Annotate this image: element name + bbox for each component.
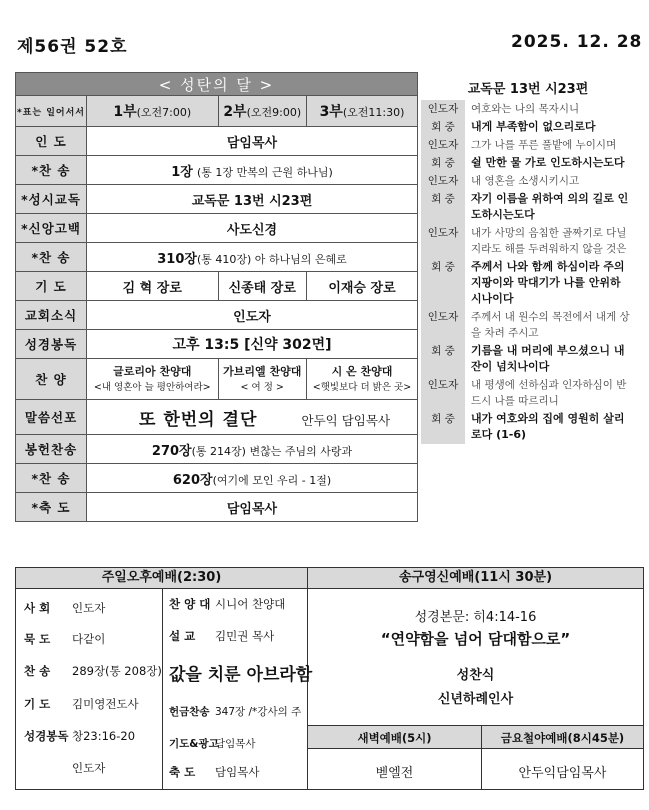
- psalm-line: 인도자 내 평생에 선하심과 인자하심이 반드시 나를 따르리니: [421, 376, 635, 410]
- afternoon-prayer: 기 도 김미영전도사: [24, 697, 139, 711]
- newyear-sermon-title: “연약함을 넘어 담대함으로”: [380, 630, 571, 648]
- psalm-line: 회 중 내게 부족함이 없으리로다: [421, 118, 635, 136]
- row-hymn2: *찬 송 310장(통 410장) 아 하나님의 은혜로: [16, 243, 418, 272]
- row-hymn1: *찬 송 1장 (통 1장 만복의 근원 하나님): [16, 156, 418, 185]
- row-benediction: *축 도 담임목사: [16, 493, 418, 522]
- afternoon-silent-prayer: 묵 도 다같이: [24, 632, 106, 646]
- row-offering-hymn: 봉헌찬송 270장(통 214장) 변찮는 주님의 사랑과: [16, 435, 418, 464]
- afternoon-benediction: 축 도 담임목사: [169, 765, 260, 779]
- order-of-worship-table: [15, 72, 418, 522]
- afternoon-prayer-news: 기도&광고담임목사: [169, 738, 256, 750]
- row-responsive-reading: *성시교독 교독문 13번 시23편: [16, 185, 418, 214]
- psalm-line: 인도자 내 영혼을 소생시키시고: [421, 172, 635, 190]
- afternoon-scripture: 성경봉독 창23:16-20: [24, 729, 136, 743]
- issue-date: 2025. 12. 28: [511, 32, 643, 52]
- newyear-title: 송구영신예배(11시 30분): [308, 568, 643, 589]
- psalm-line: 인도자 내가 사망의 음침한 골짜기로 다닐지라도 해를 두려워하지 않을 것은: [421, 224, 635, 258]
- psalm-line: 회 중 자기 이름을 위하여 의의 길로 인도하시는도다: [421, 190, 635, 224]
- dawn-value: 벧엘전: [375, 766, 414, 781]
- newyear-scripture: 성경본문: 히4:14-16: [414, 610, 537, 625]
- psalm-line: 인도자 주께서 내 원수의 목전에서 내게 상을 차려 주시고: [421, 308, 635, 342]
- psalm-line: 회 중 내가 여호와의 집에 영원히 살리로다 (1-6): [421, 410, 635, 444]
- stand-note: *표는 일어서서: [16, 96, 87, 127]
- afternoon-leader: 사 회 인도자: [24, 601, 106, 615]
- order-title: < 성탄의 달 >: [16, 73, 418, 96]
- volume-number: 제56권 52호: [17, 37, 128, 57]
- psalm-line: 인도자 그가 나를 푸른 풀밭에 누이시며: [421, 136, 635, 154]
- psalm-line: 인도자 여호와는 나의 목자시니: [421, 100, 635, 118]
- row-anthem: 찬 양 글로리아 찬양대 <내 영혼아 늘 평안하여라> 가브리엘 찬양대 < 여 정 > 시 온 찬양대 <햇빛보다 더 밝은 곳>: [16, 359, 418, 400]
- service-3: 3부(오전11:30): [306, 96, 417, 127]
- service-2: 2부(오전9:00): [218, 96, 306, 127]
- row-creed: *신앙고백 사도신경: [16, 214, 418, 243]
- afternoon-preacher: 설 교 김민권 목사: [169, 629, 275, 643]
- afternoon-sermon-title: 값을 치룬 아브라함: [169, 665, 313, 685]
- psalm-line: 회 중 쉴 만한 물 가로 인도하시는도다: [421, 154, 635, 172]
- friday-value: 안두익담임목사: [518, 766, 607, 781]
- row-invocation: 인 도 담임목사: [16, 127, 418, 156]
- afternoon-offering: 헌금찬송 347장 /*강사의 주: [169, 706, 302, 718]
- psalm-reading: [421, 80, 635, 444]
- afternoon-title: 주일오후예배(2:30): [16, 568, 308, 589]
- psalm-line: 회 중 주께서 나와 함께 하심이라 주의 지팡이와 막대기가 나를 안위하시나이다: [421, 258, 635, 308]
- sermon-title: 또 한번의 결단: [139, 409, 258, 430]
- afternoon-reader: 인도자: [72, 761, 106, 775]
- friday-title: 금요철야예배(8시45분): [500, 731, 625, 745]
- psalm-line: 회 중 기름을 내 머리에 부으셨으니 내 잔이 넘치나이다: [421, 342, 635, 376]
- preacher: 안두익 담임목사: [301, 412, 391, 428]
- row-news: 교회소식 인도자: [16, 301, 418, 330]
- row-scripture: 성경봉독 고후 13:5 [신약 302면]: [16, 330, 418, 359]
- row-hymn3: *찬 송 620장(여기에 모인 우리 - 1절): [16, 464, 418, 493]
- newyear-greetings: 신년하례인사: [437, 692, 514, 707]
- service-1: 1부(오전7:00): [87, 96, 219, 127]
- afternoon-hymn: 찬 송 289장(통 208장): [24, 664, 162, 678]
- afternoon-choir: 찬 양 대 시니어 찬양대: [169, 597, 286, 611]
- bottom-schedule: [15, 567, 644, 790]
- psalm-title: 교독문 13번 시23편: [467, 82, 589, 97]
- row-prayer: 기 도 김 혁 장로 신종태 장로 이재승 장로: [16, 272, 418, 301]
- dawn-title: 새벽예배(5시): [357, 731, 432, 745]
- row-sermon: 말씀선포 또 한번의 결단 안두익 담임목사: [16, 400, 418, 435]
- newyear-communion: 성찬식: [456, 668, 495, 683]
